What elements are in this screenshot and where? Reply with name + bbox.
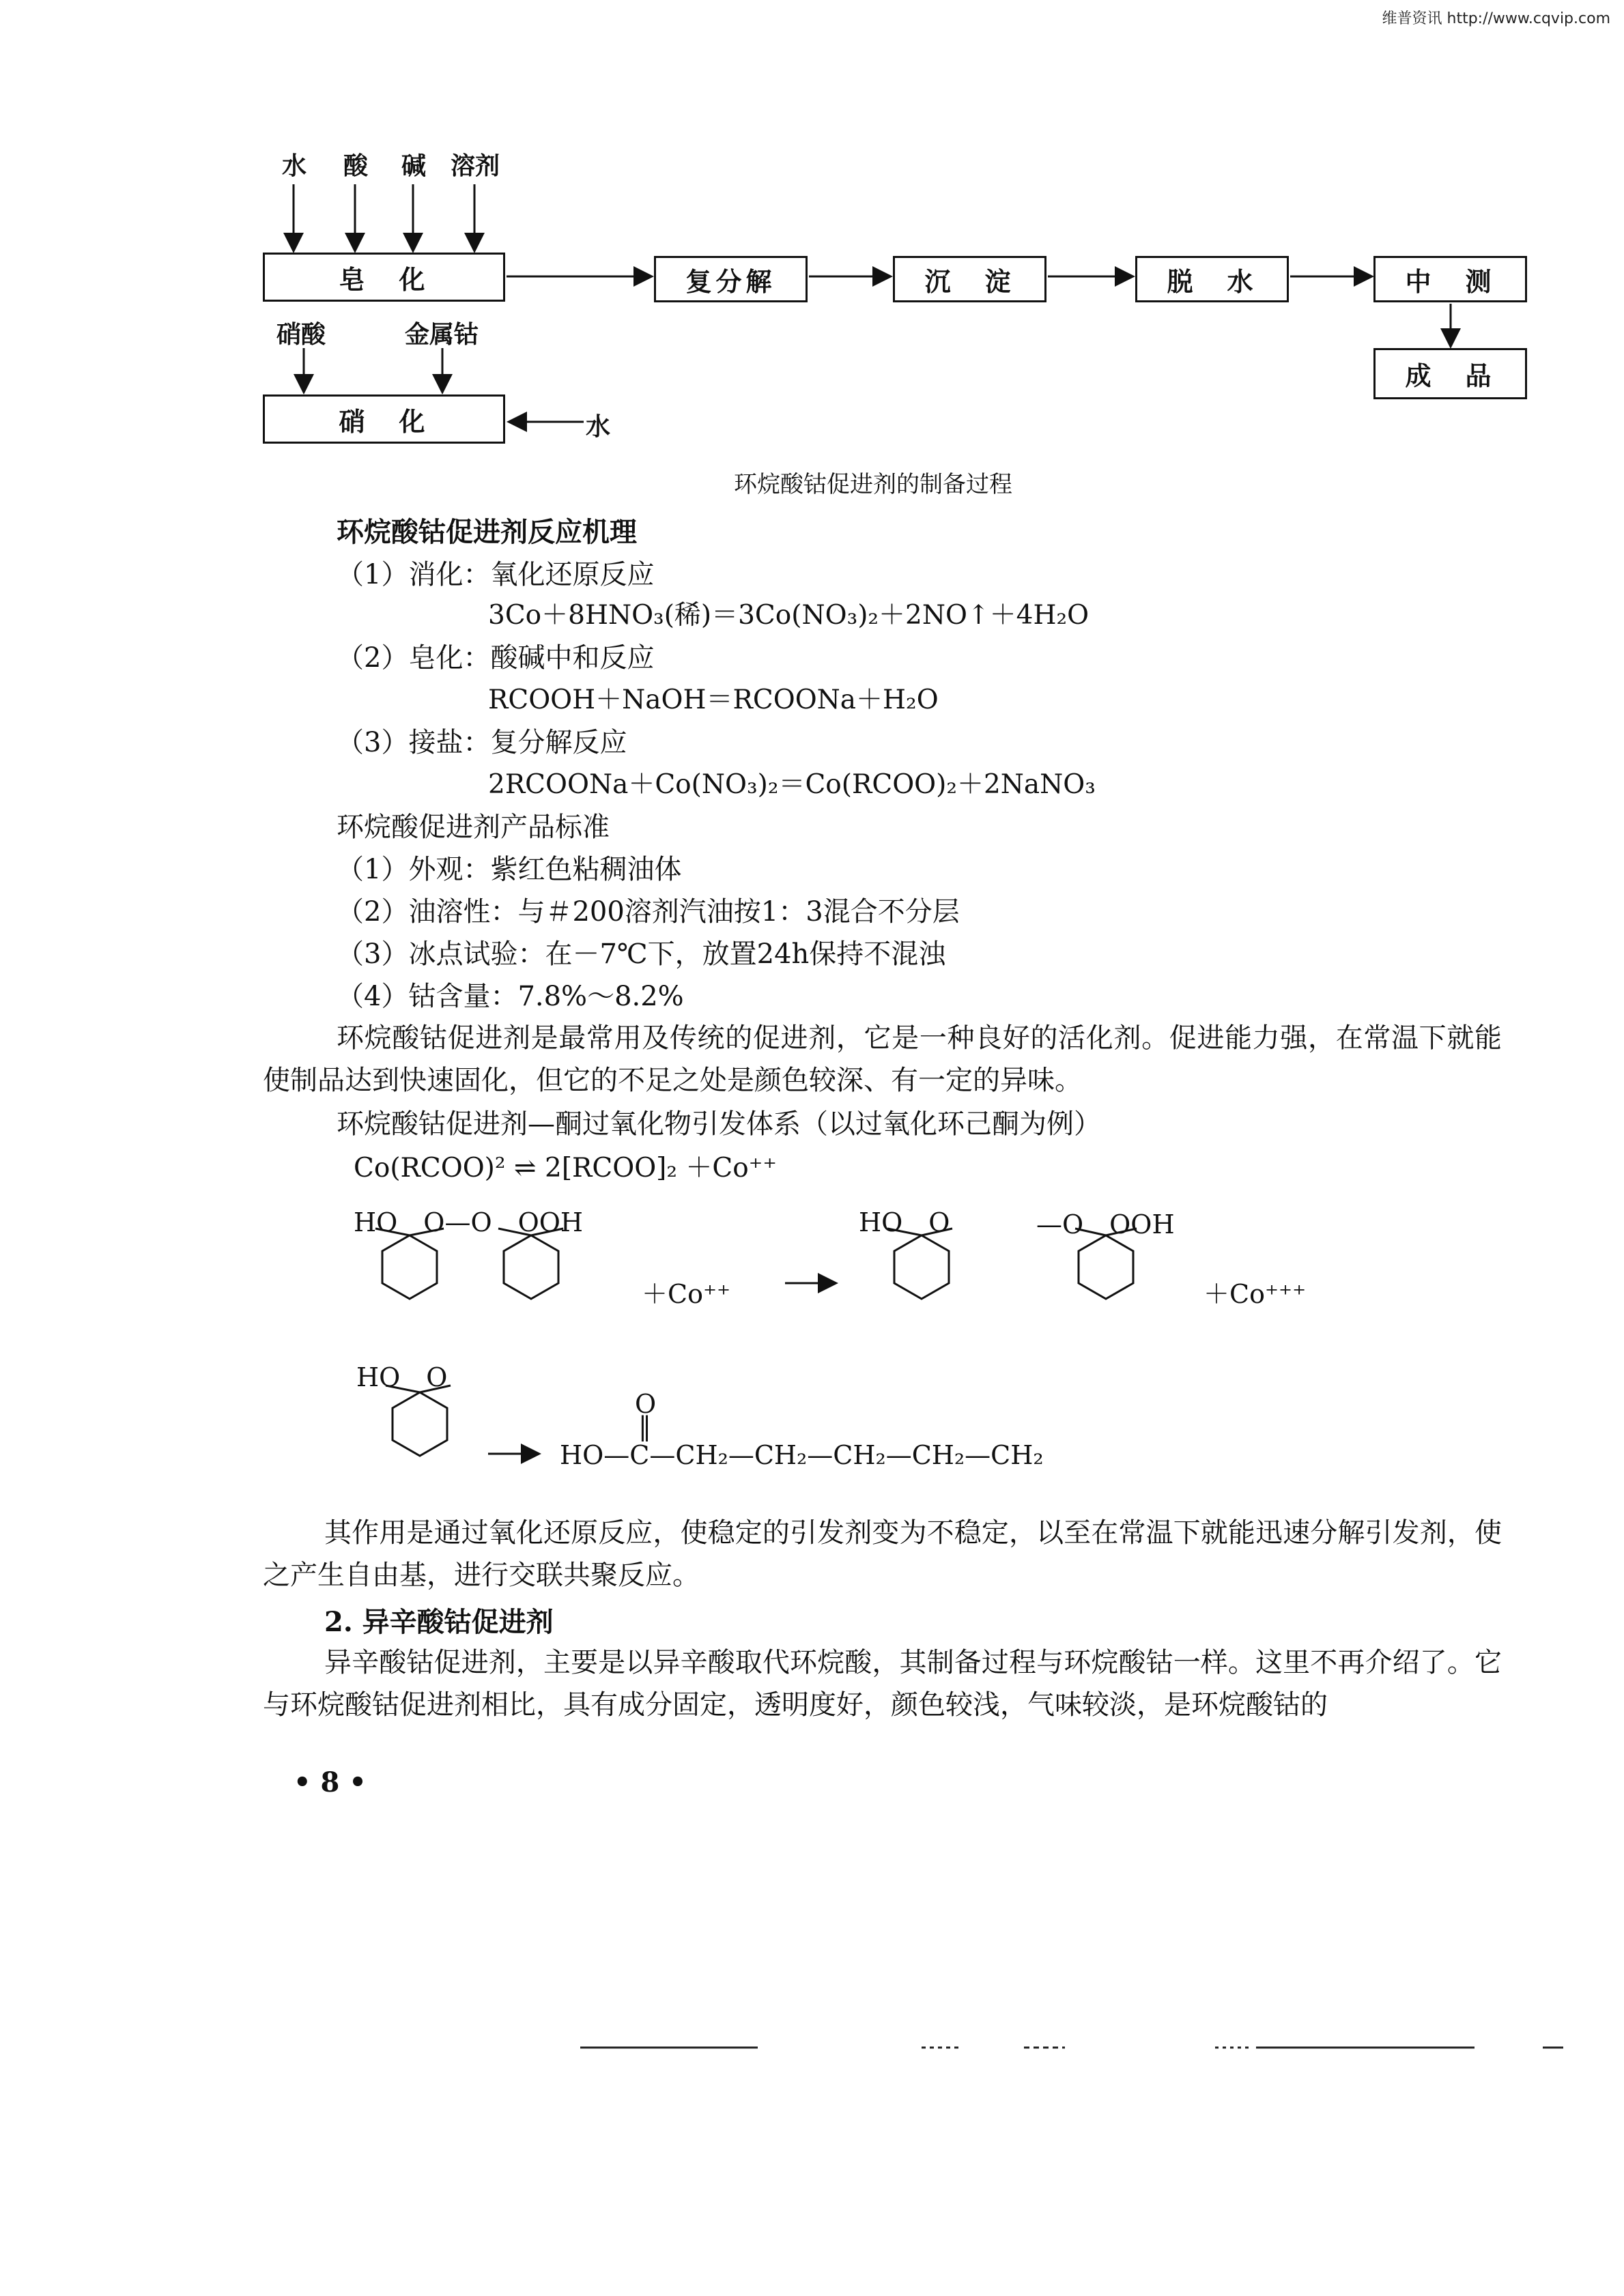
input-cobalt-label: 金属钴 xyxy=(405,320,479,349)
input-acid-label: 酸 xyxy=(343,152,369,180)
page-number: • 8 • xyxy=(294,1766,367,1798)
standard-item: （1）外观：紫红色粘稠油体 xyxy=(337,854,682,885)
product-box: 成 品 xyxy=(1373,348,1527,399)
step1-equation: 3Co＋8HNO₃(稀)＝3Co(NO₃)₂＋2NO↑＋4H₂O xyxy=(488,600,1089,631)
step3-equation: 2RCOONa＋Co(NO₃)₂＝Co(RCOO)₂＋2NaNO₃ xyxy=(488,769,1096,800)
input-water-right-label: 水 xyxy=(586,412,611,441)
cyclohexane-ring xyxy=(504,1235,558,1299)
product-radical-labels: HO O xyxy=(356,1362,448,1392)
mechanism-heading: 环烷酸钴促进剂反应机理 xyxy=(337,516,637,548)
carbonyl-double-bond: ‖ xyxy=(638,1411,651,1441)
step1-label: （1）消化：氧化还原反应 xyxy=(337,559,655,590)
flow-arrows xyxy=(0,0,1624,478)
initiator-heading: 环烷酸钴促进剂—酮过氧化物引发体系（以过氧化环己酮为例） xyxy=(337,1108,1101,1140)
scan-artifact-lines xyxy=(0,2034,1624,2061)
peroxy-radical-labels: —O OOH xyxy=(1036,1209,1175,1239)
equilibrium-equation: Co(RCOO)² ⇌ 2[RCOO]₂ ＋Co⁺⁺ xyxy=(354,1153,777,1183)
cyclohexane-ring xyxy=(894,1235,949,1299)
plus-cobalt-2: ＋Co⁺⁺ xyxy=(642,1279,731,1309)
radical-labels: HO O xyxy=(859,1207,950,1237)
step2-label: （2）皂化：酸碱中和反应 xyxy=(337,642,655,674)
paragraph-2: 其作用是通过氧化还原反应，使稳定的引发剂变为不稳定，以至在常温下就能迅速分解引发剂，使之产生自由基，进行交联共聚反应。 xyxy=(263,1517,1502,1591)
peroxide-labels: HO O—O OOH xyxy=(354,1207,584,1237)
nitrify-box: 硝 化 xyxy=(263,394,505,444)
standard-item: （3）冰点试验：在－7℃下，放置24h保持不混浊 xyxy=(337,938,946,970)
paragraph-3: 异辛酸钴促进剂，主要是以异辛酸取代环烷酸，其制备过程与环烷酸钴一样。这里不再介绍了。它与环烷酸钴促进剂相比，具有成分固定，透明度好，颜色较浅，气味较淡，是环烷酸钴的 xyxy=(263,1647,1502,1721)
standard-item: （2）油溶性：与＃200溶剂汽油按1：3混合不分层 xyxy=(337,896,960,928)
precipitate-box: 沉 淀 xyxy=(893,256,1046,302)
section-2-title: 2. 异辛酸钴促进剂 xyxy=(324,1606,554,1638)
input-solvent-label: 溶剂 xyxy=(451,152,500,180)
cyclohexane-ring xyxy=(393,1392,447,1456)
dehydrate-box: 脱 水 xyxy=(1135,256,1289,302)
step3-label: （3）接盐：复分解反应 xyxy=(337,727,627,758)
step2-equation: RCOOH＋NaOH＝RCOONa＋H₂O xyxy=(488,685,939,715)
cyclohexane-ring xyxy=(382,1235,437,1299)
input-base-label: 碱 xyxy=(401,152,427,180)
neutral-box: 中 测 xyxy=(1373,256,1527,302)
paragraph-1: 环烷酸钴促进剂是最常用及传统的促进剂，它是一种良好的活化剂。促进能力强，在常温下就能使制品达到快速固化，但它的不足之处是颜色较深、有一定的异味。 xyxy=(263,1022,1502,1096)
cyclohexane-ring xyxy=(1079,1235,1133,1299)
decompose-box: 复分解 xyxy=(654,256,808,302)
chemical-structures xyxy=(0,1160,1624,1502)
input-water-label: 水 xyxy=(282,152,307,180)
saponify-box: 皂 化 xyxy=(263,253,505,302)
watermark: 维普资讯 http://www.cqvip.com xyxy=(1382,10,1610,27)
carbonyl-oxygen: O xyxy=(635,1389,657,1419)
plus-cobalt-3: ＋Co⁺⁺⁺ xyxy=(1203,1279,1307,1309)
figure-caption: 环烷酸钴促进剂的制备过程 xyxy=(734,471,1012,498)
standard-heading: 环烷酸促进剂产品标准 xyxy=(337,812,610,843)
standard-item: （4）钴含量：7.8%～8.2% xyxy=(337,981,684,1012)
input-nitric-label: 硝酸 xyxy=(276,320,326,349)
chain-formula: HO—C—CH₂—CH₂—CH₂—CH₂—CH₂ xyxy=(560,1440,1044,1470)
